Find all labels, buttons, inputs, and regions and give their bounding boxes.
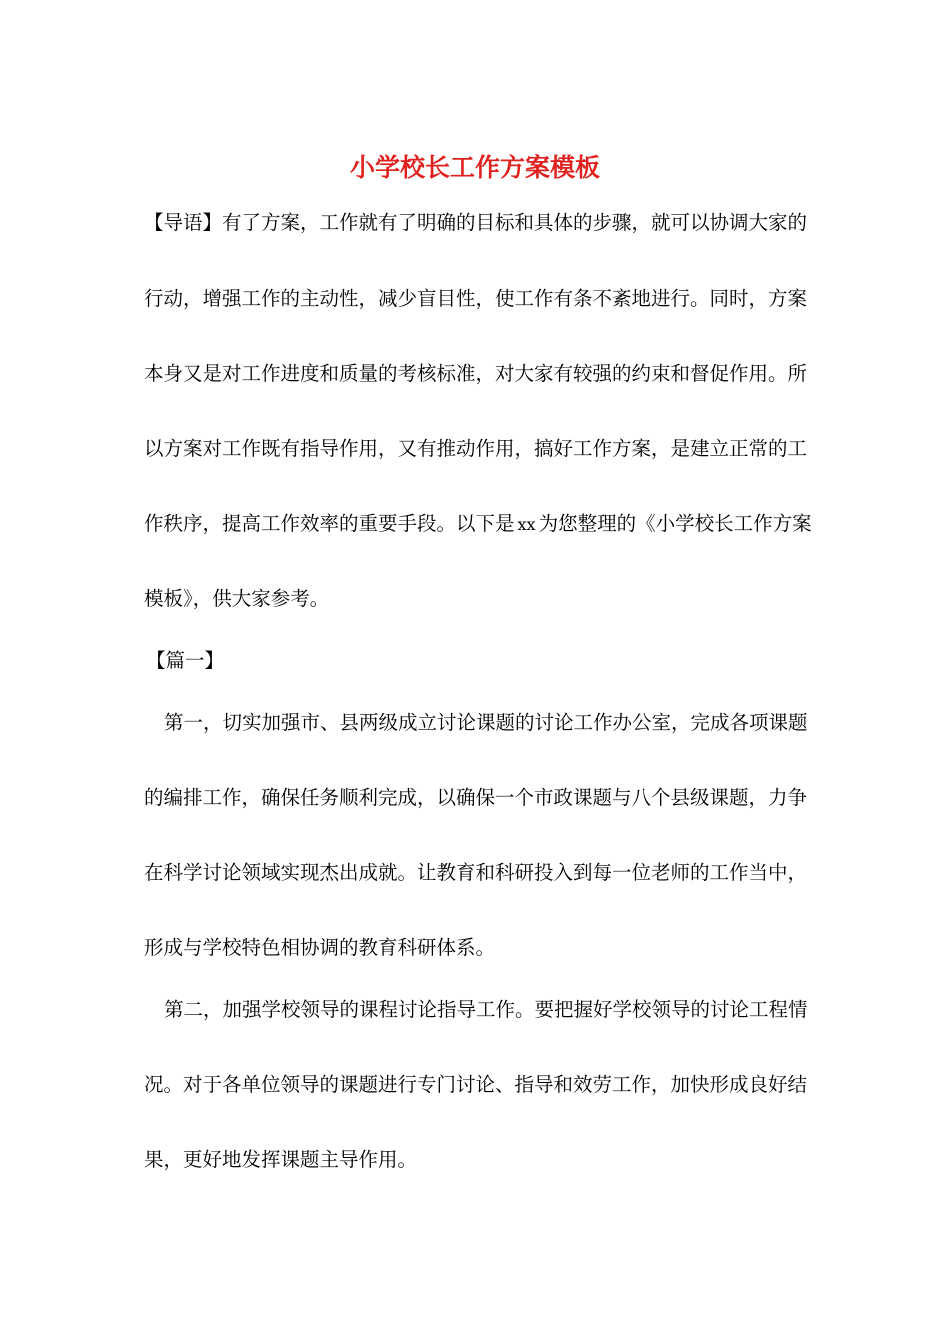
para1-line-3: 在科学讨论领域实现杰出成就。让教育和科研投入到每一位老师的工作当中，	[144, 861, 808, 884]
para2-line-2: 况。对于各单位领导的课题进行专门讨论、指导和效劳工作，加快形成良好结	[144, 1073, 808, 1096]
para1-line-1: 第一，切实加强市、县两级成立讨论课题的讨论工作办公室，完成各项课题	[164, 711, 808, 734]
intro-line-5-end: 为您整理的《小学校长工作方案	[538, 512, 812, 535]
para1-line-2: 的编排工作，确保任务顺利完成，以确保一个市政课题与八个县级课题，力争	[144, 786, 808, 809]
placeholder-xx: xx	[517, 515, 536, 534]
para2-line-1: 第二，加强学校领导的课程讨论指导工作。要把握好学校领导的讨论工程情	[164, 998, 808, 1021]
para1-line-4: 形成与学校特色相协调的教育科研体系。	[144, 936, 496, 959]
intro-line-3: 本身又是对工作进度和质量的考核标准，对大家有较强的约束和督促作用。所	[144, 362, 808, 385]
section-heading: 【篇一】	[146, 649, 225, 672]
para2-line-3: 果，更好地发挥课题主导作用。	[144, 1148, 418, 1171]
document-title: 小学校长工作方案模板	[349, 153, 600, 182]
intro-line-2: 行动，增强工作的主动性，减少盲目性，使工作有条不紊地进行。同时，方案	[144, 287, 808, 310]
intro-line-4: 以方案对工作既有指导作用，又有推动作用，搞好工作方案，是建立正常的工	[144, 437, 808, 460]
intro-line-5	[144, 509, 812, 540]
intro-line-1: 【导语】有了方案，工作就有了明确的目标和具体的步骤，就可以协调大家的	[144, 211, 808, 234]
intro-line-5-start: 作秩序，提高工作效率的重要手段。以下是	[144, 512, 515, 535]
intro-line-6: 模板》，供大家参考。	[144, 587, 330, 610]
